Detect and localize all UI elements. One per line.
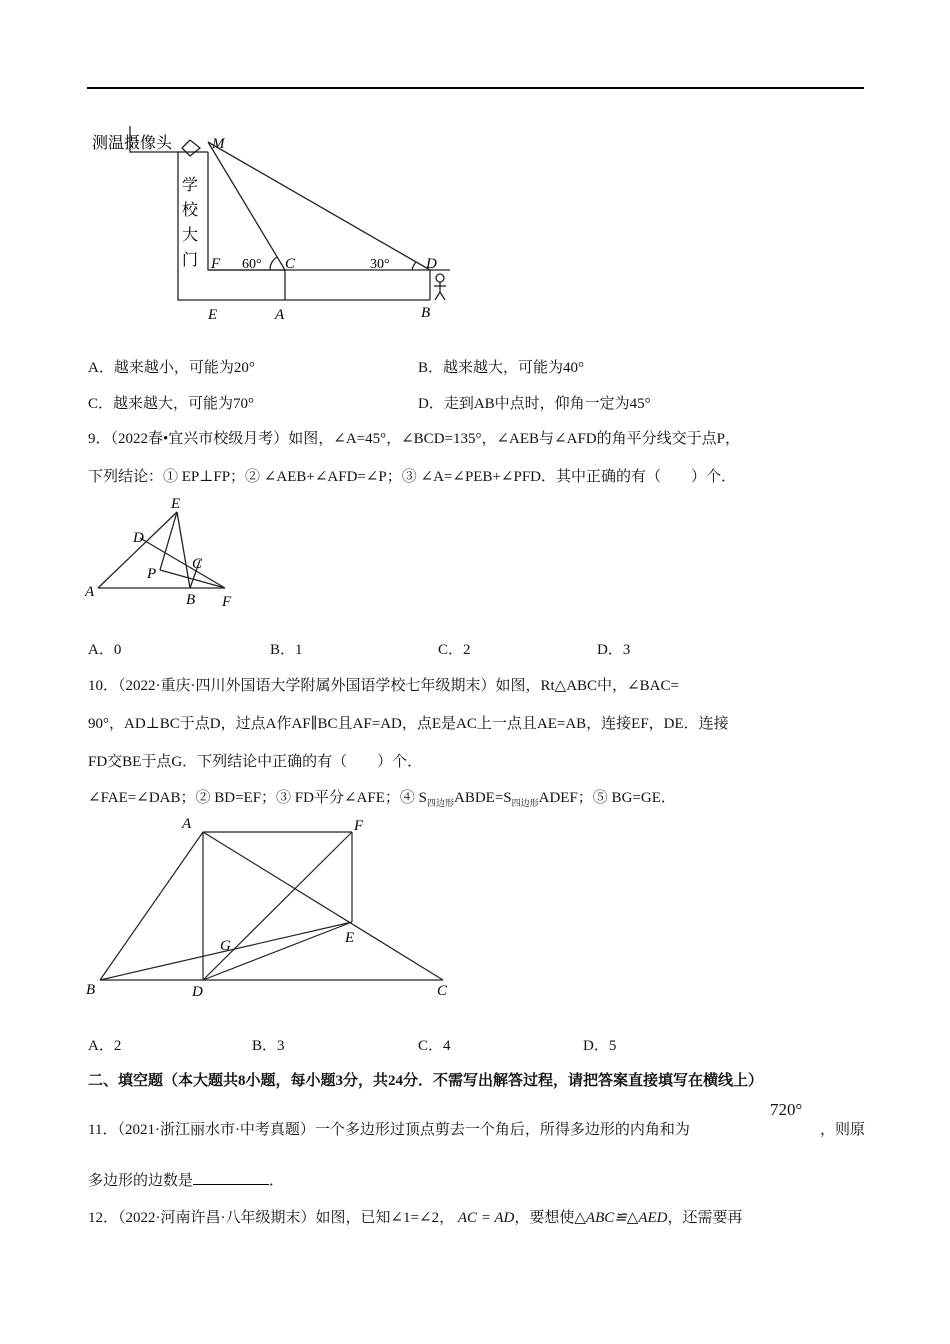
q10-point-c: C: [437, 983, 448, 999]
q8-option-a: A．越来越小，可能为20°: [88, 360, 255, 376]
point-d: D: [426, 256, 437, 272]
q10-sub2: 四边形: [511, 798, 539, 808]
q9-line1: 9．（2022春•宜兴市校级月考）如图，∠A=45°，∠BCD=135°，∠AEB与∠AFD的角平分线交于点P，: [88, 431, 740, 447]
q9-point-b: B: [186, 592, 196, 608]
q10-line1: 10．（2022·重庆·四川外国语大学附属外国语学校七年级期末）如图，Rt△ABC中，∠BAC=: [88, 678, 679, 694]
q8-option-c: C．越来越大，可能为70°: [88, 396, 255, 412]
q10-option-b: B．3: [252, 1038, 285, 1054]
camera-label: 测温摄像头: [92, 135, 173, 152]
gate-char-3: 大: [182, 227, 199, 244]
gate-char-1: 学: [182, 177, 199, 194]
q8-option-d: D．走到AB中点时，仰角一定为45°: [418, 396, 651, 412]
q9-point-c: C: [192, 556, 203, 572]
q12-text: 12．（2022·河南许昌·八年级期末）如图，已知∠1=∠2，: [88, 1210, 455, 1226]
q11-line2: [88, 1169, 284, 1190]
q9-option-d: D．3: [597, 642, 631, 658]
q11-line1-end: ，则原: [820, 1122, 866, 1138]
q12-line1: [88, 1206, 743, 1227]
figure-q10: [80, 810, 460, 1005]
q9-option-c: C．2: [438, 642, 471, 658]
q11-line2-end: ．: [269, 1173, 285, 1189]
angle-c-label: 60°: [242, 257, 262, 272]
q10-line3: FD交BE于点G．下列结论中正确的有（ ）个．: [88, 754, 423, 770]
point-c: C: [285, 256, 296, 272]
point-e: E: [208, 307, 218, 323]
q10-point-e: E: [345, 930, 355, 946]
gate-char-4: 门: [182, 252, 199, 269]
section2-heading: 二、填空题（本大题共8小题，每小题3分，共24分．不需写出解答过程，请把答案直接填写在横线上）: [88, 1073, 764, 1089]
q12-triangles: ABC≌△AED: [585, 1210, 668, 1226]
q8-option-b: B．越来越大，可能为40°: [418, 360, 585, 376]
point-f: F: [211, 256, 221, 272]
q10-point-b: B: [86, 982, 96, 998]
gate-char-2: 校: [182, 202, 199, 219]
q12-end: ，还需要再: [667, 1210, 743, 1226]
q9-point-p: P: [147, 566, 157, 582]
point-m: M: [212, 136, 225, 152]
q11-value: 720°: [770, 1100, 803, 1119]
q10-line4-b: ABDE=S: [453, 790, 512, 806]
q10-option-c: C．4: [418, 1038, 451, 1054]
q9-option-a: A．0: [88, 642, 122, 658]
q10-point-g: G: [220, 938, 231, 954]
q11-line2-text: 多边形的边数是: [88, 1173, 194, 1189]
figure-camera-gate: [90, 120, 470, 330]
q10-line2: 90°，AD⊥BC于点D，过点A作AF∥BC且AF=AD，点E是AC上一点且AE=AB，连接EF，DE．连接: [88, 716, 729, 732]
q12-condition: AC = AD: [457, 1210, 515, 1226]
q9-point-f: F: [222, 594, 232, 610]
q9-point-a: A: [85, 584, 95, 600]
q9-point-e: E: [171, 496, 181, 512]
point-b: B: [421, 305, 431, 321]
q10-option-d: D．5: [583, 1038, 617, 1054]
q10-option-a: A．2: [88, 1038, 122, 1054]
q12-mid: ，要想使△: [514, 1210, 586, 1226]
q10-point-d: D: [192, 984, 203, 1000]
q10-line4-c: ADEF；⑤ BG=GE．: [538, 790, 676, 806]
q9-point-d: D: [133, 530, 144, 546]
q9-line2: 下列结论：① EP⊥FP；② ∠AEB+∠AFD=∠P；③ ∠A=∠PEB+∠PFD．其中正确的有（ ）个．: [88, 469, 737, 485]
header-rule: [87, 87, 864, 89]
point-a: A: [275, 307, 285, 323]
q10-point-f: F: [354, 818, 364, 834]
q11-line1: 11．（2021·浙江丽水市·中考真题）一个多边形过顶点剪去一个角后，所得多边形的内角和为: [88, 1122, 690, 1138]
angle-d-label: 30°: [370, 257, 390, 272]
q11-answer-blank[interactable]: [193, 1170, 269, 1185]
q10-line4: [88, 786, 676, 809]
q10-sub1: 四边形: [426, 798, 454, 808]
q9-option-b: B．1: [270, 642, 303, 658]
q10-line4-a: ∠FAE=∠DAB；② BD=EF；③ FD平分∠AFE；④ S: [88, 790, 427, 806]
q10-point-a: A: [182, 816, 192, 832]
figure-q9: [80, 490, 250, 615]
